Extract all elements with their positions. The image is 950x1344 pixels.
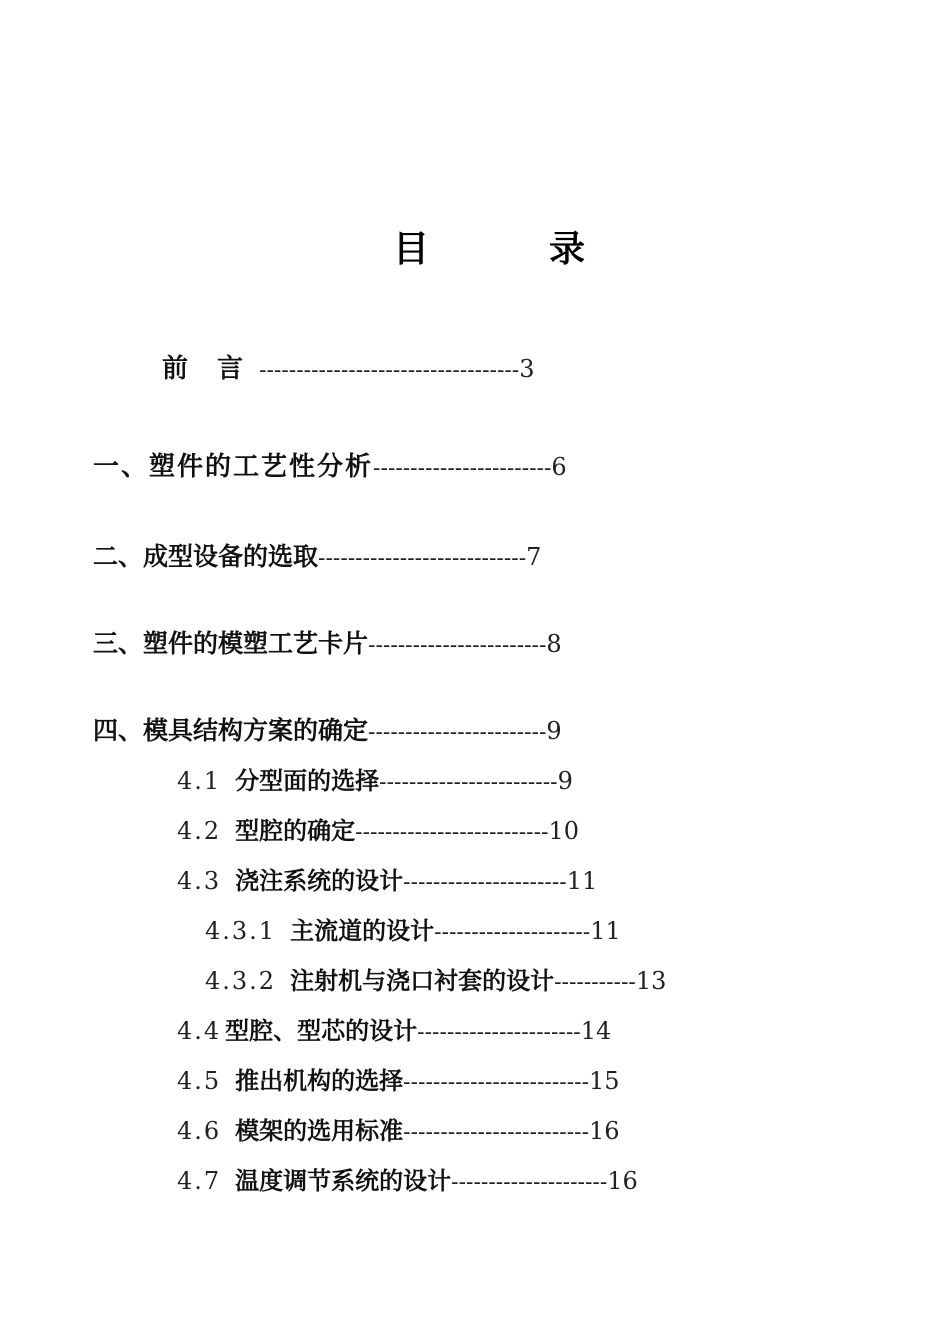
toc-entry-4-6 [177, 1114, 620, 1148]
toc-entry-4-7 [177, 1164, 638, 1198]
toc-page: 16 [589, 1117, 620, 1145]
toc-page: 9 [557, 767, 573, 795]
toc-leader: ------------------------ [379, 770, 558, 795]
toc-number: 4.3.2 [205, 967, 277, 995]
toc-page: 6 [551, 453, 567, 481]
toc-label: 推出机构的选择 [235, 1067, 404, 1095]
toc-leader: ----------- [554, 970, 636, 995]
toc-number: 4.1 [177, 767, 222, 795]
toc-page: 7 [526, 543, 542, 571]
toc-entry-4 [93, 714, 562, 748]
toc-leader: --------------------- [434, 920, 591, 945]
toc-label: 前 言 [162, 354, 254, 384]
toc-leader: -------------------------- [355, 820, 549, 845]
toc-label: 主流道的设计 [290, 917, 435, 945]
toc-label: 二、成型设备的选取 [93, 542, 319, 571]
toc-leader: ------------------------- [403, 1120, 590, 1145]
toc-label: 分型面的选择 [235, 767, 380, 795]
toc-leader: ------------------------- [403, 1070, 590, 1095]
toc-number: 4.5 [177, 1067, 222, 1095]
toc-entry-4-3-1 [205, 914, 621, 948]
toc-leader: ----------------------------------- [259, 358, 520, 383]
toc-leader: ------------------------ [373, 456, 552, 481]
toc-leader: ---------------------- [417, 1020, 581, 1045]
toc-entry-4-2 [177, 814, 579, 848]
toc-label: 一、塑件的工艺性分析 [93, 452, 374, 482]
toc-label: 型腔、型芯的设计 [225, 1017, 418, 1045]
toc-number: 4.3.1 [205, 917, 277, 945]
toc-label: 三、塑件的模塑工艺卡片 [93, 629, 369, 658]
toc-entry-3 [93, 627, 562, 661]
toc-leader: ---------------------- [403, 870, 567, 895]
toc-entry-4-3-2 [205, 964, 666, 998]
toc-page: 3 [519, 355, 535, 383]
toc-entry-1 [93, 450, 567, 484]
toc-label: 注射机与浇口衬套的设计 [290, 967, 555, 995]
toc-leader: --------------------- [451, 1170, 608, 1195]
page-title: 目 录 [392, 229, 627, 270]
toc-label: 温度调节系统的设计 [235, 1167, 452, 1195]
toc-number: 4.2 [177, 817, 222, 845]
toc-entry-preface [162, 352, 535, 386]
toc-entry-4-5 [177, 1064, 620, 1098]
toc-label: 模架的选用标准 [235, 1117, 404, 1145]
toc-page: 11 [566, 867, 598, 895]
toc-page: 15 [589, 1067, 620, 1095]
toc-page: 11 [590, 917, 621, 945]
toc-number: 4.6 [177, 1117, 222, 1145]
toc-leader: ------------------------ [368, 633, 547, 658]
toc-page: 14 [580, 1017, 612, 1045]
toc-label: 型腔的确定 [235, 817, 356, 845]
toc-page: 13 [635, 967, 667, 995]
toc-label: 浇注系统的设计 [235, 867, 404, 895]
toc-entry-4-1 [177, 764, 573, 798]
toc-page: 8 [546, 630, 562, 658]
toc-leader: ---------------------------- [318, 546, 527, 571]
toc-number: 4.3 [177, 867, 222, 895]
toc-page: 9 [546, 717, 562, 745]
toc-number: 4.7 [177, 1167, 222, 1195]
toc-page: 10 [548, 817, 579, 845]
toc-entry-2 [93, 540, 541, 574]
toc-leader: ------------------------ [368, 720, 547, 745]
toc-label: 四、模具结构方案的确定 [93, 716, 369, 745]
toc-entry-4-4 [177, 1014, 611, 1048]
toc-number: 4.4 [177, 1017, 222, 1045]
toc-entry-4-3 [177, 864, 597, 898]
toc-page: 16 [607, 1167, 638, 1195]
